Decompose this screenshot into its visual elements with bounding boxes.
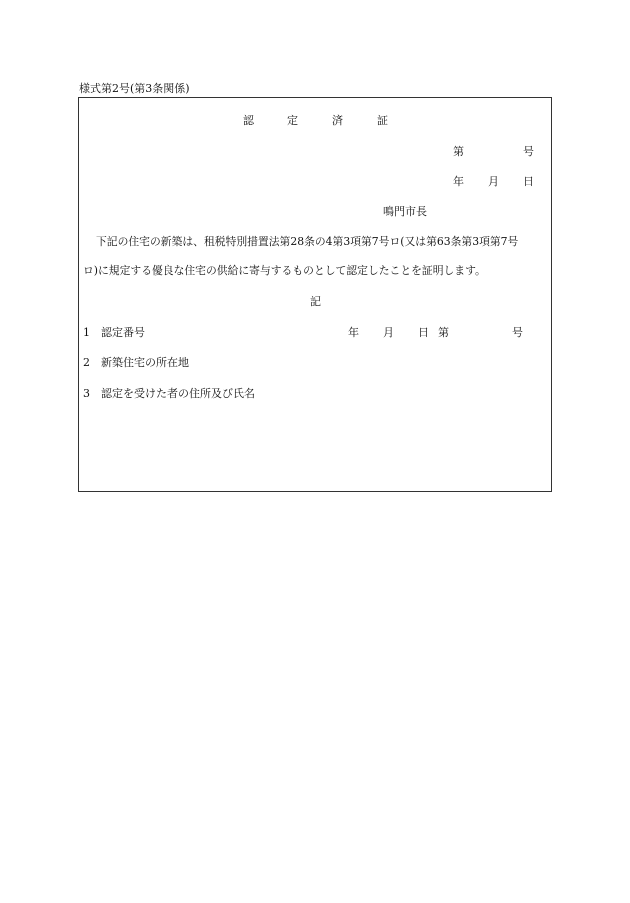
date-tsuki: 月 — [488, 175, 499, 188]
item-1-tsuki: 月 — [383, 326, 394, 339]
ki-heading: 記 — [310, 295, 321, 308]
item-2-label: 新築住宅の所在地 — [101, 356, 189, 369]
body-text-line-2: ロ)に規定する優良な住宅の供給に寄与するものとして認定したことを証明します。 — [83, 264, 486, 277]
title-char-3: 済 — [332, 114, 343, 127]
title-char-2: 定 — [287, 114, 298, 127]
issuer: 鳴門市長 — [383, 205, 427, 218]
title-char-4: 証 — [377, 114, 388, 127]
item-3-num: 3 — [83, 387, 90, 400]
item-1-label: 認定番号 — [101, 326, 145, 339]
item-1-hi: 日 — [418, 326, 429, 339]
item-1-go: 号 — [512, 326, 523, 339]
item-3-label: 認定を受けた者の住所及び氏名 — [101, 387, 255, 400]
item-1-nen: 年 — [348, 326, 359, 339]
form-label: 様式第2号(第3条関係) — [79, 82, 190, 95]
number-dai: 第 — [453, 145, 464, 158]
item-1-num: 1 — [83, 326, 90, 339]
body-text-line-1: 下記の住宅の新築は、租税特別措置法第28条の4第3項第7号ロ(又は第63条第3項第7号 — [96, 235, 519, 248]
item-2-num: 2 — [83, 356, 90, 369]
number-go: 号 — [523, 145, 534, 158]
item-1-dai: 第 — [438, 326, 449, 339]
title-char-1: 認 — [243, 114, 254, 127]
date-hi: 日 — [523, 175, 534, 188]
date-nen: 年 — [453, 175, 464, 188]
